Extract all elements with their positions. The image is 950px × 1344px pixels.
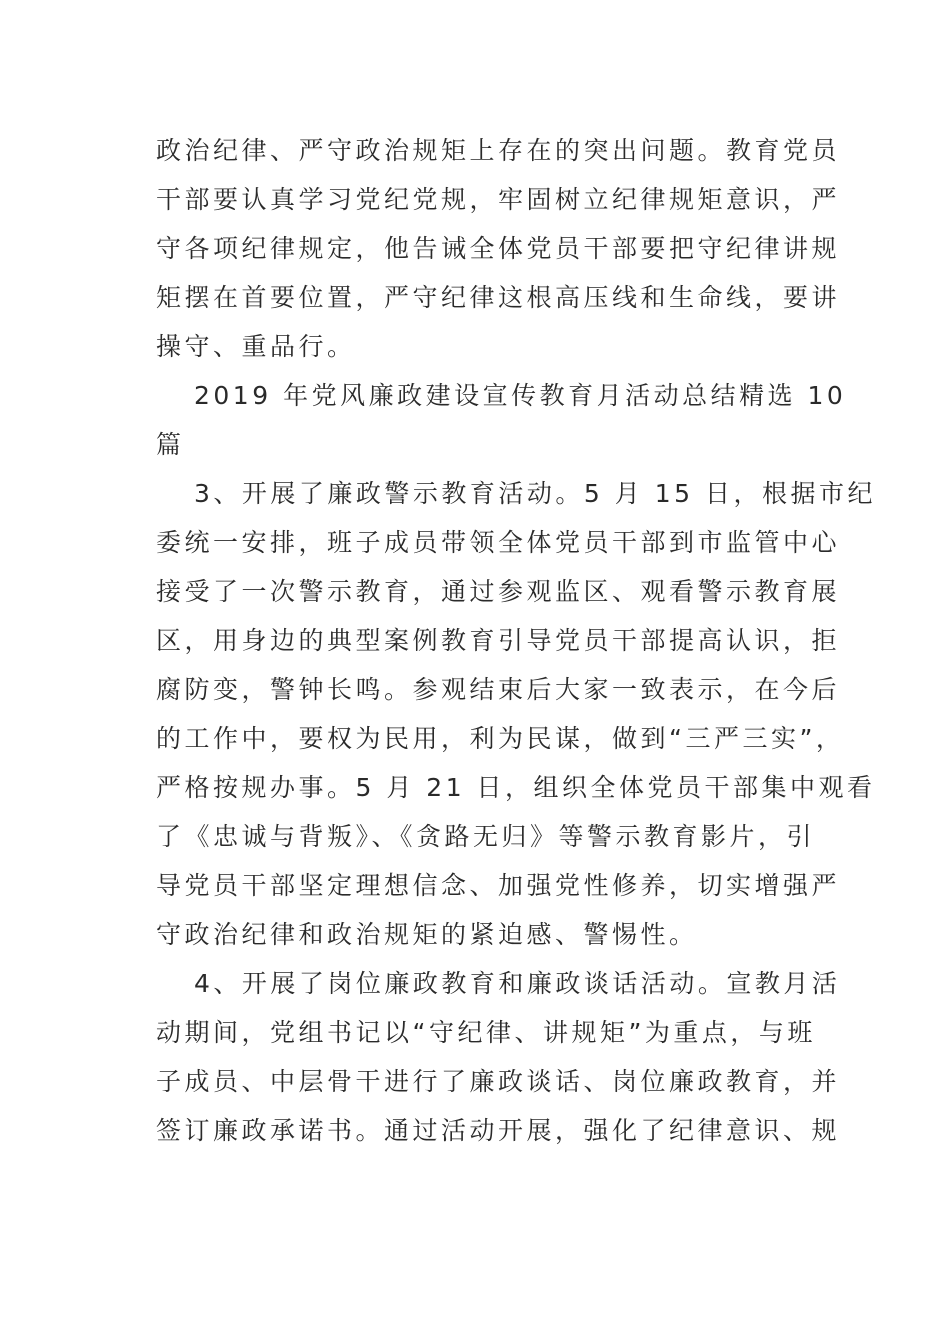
text-line: 篇 xyxy=(156,430,185,459)
paragraph-3 xyxy=(156,469,876,959)
text-line: 委统一安排，班子成员带领全体党员干部到市监管中心 xyxy=(156,528,841,557)
text-line: 接受了一次警示教育，通过参观监区、观看警示教育展 xyxy=(156,577,841,606)
text-line: 政治纪律、严守政治规矩上存在的突出问题。教育党员 xyxy=(156,136,841,165)
text-line: 腐防变，警钟长鸣。参观结束后大家一致表示，在今后 xyxy=(156,675,841,704)
text-line: 矩摆在首要位置，严守纪律这根高压线和生命线，要讲 xyxy=(156,283,841,312)
text-line: 了《忠诚与背叛》、《贪路无归》等警示教育影片，引 xyxy=(156,822,816,851)
text-line: 区，用身边的典型案例教育引导党员干部提高认识，拒 xyxy=(156,626,841,655)
text-line: 干部要认真学习党纪党规，牢固树立纪律规矩意识，严 xyxy=(156,185,841,214)
text-line: 3、开展了廉政警示教育活动。5 月 15 日，根据市纪 xyxy=(194,479,876,508)
text-line: 的工作中，要权为民用，利为民谋，做到“三严三实”， xyxy=(156,724,845,753)
text-line: 导党员干部坚定理想信念、加强党性修养，切实增强严 xyxy=(156,871,841,900)
text-line: 动期间，党组书记以“守纪律、讲规矩”为重点，与班 xyxy=(156,1018,816,1047)
paragraph-1 xyxy=(156,126,841,371)
paragraph-title xyxy=(156,371,847,469)
text-line: 子成员、中层骨干进行了廉政谈话、岗位廉政教育，并 xyxy=(156,1067,841,1096)
text-line: 4、开展了岗位廉政教育和廉政谈话活动。宣教月活 xyxy=(194,969,841,998)
document-body xyxy=(156,126,876,1155)
paragraph-4 xyxy=(156,959,841,1155)
text-line: 守政治纪律和政治规矩的紧迫感、警惕性。 xyxy=(156,920,698,949)
text-line: 严格按规办事。5 月 21 日，组织全体党员干部集中观看 xyxy=(156,773,876,802)
text-line: 签订廉政承诺书。通过活动开展，强化了纪律意识、规 xyxy=(156,1116,841,1145)
text-line: 操守、重品行。 xyxy=(156,332,356,361)
text-line: 2019 年党风廉政建设宣传教育月活动总结精选 10 xyxy=(194,381,847,410)
text-line: 守各项纪律规定，他告诫全体党员干部要把守纪律讲规 xyxy=(156,234,841,263)
